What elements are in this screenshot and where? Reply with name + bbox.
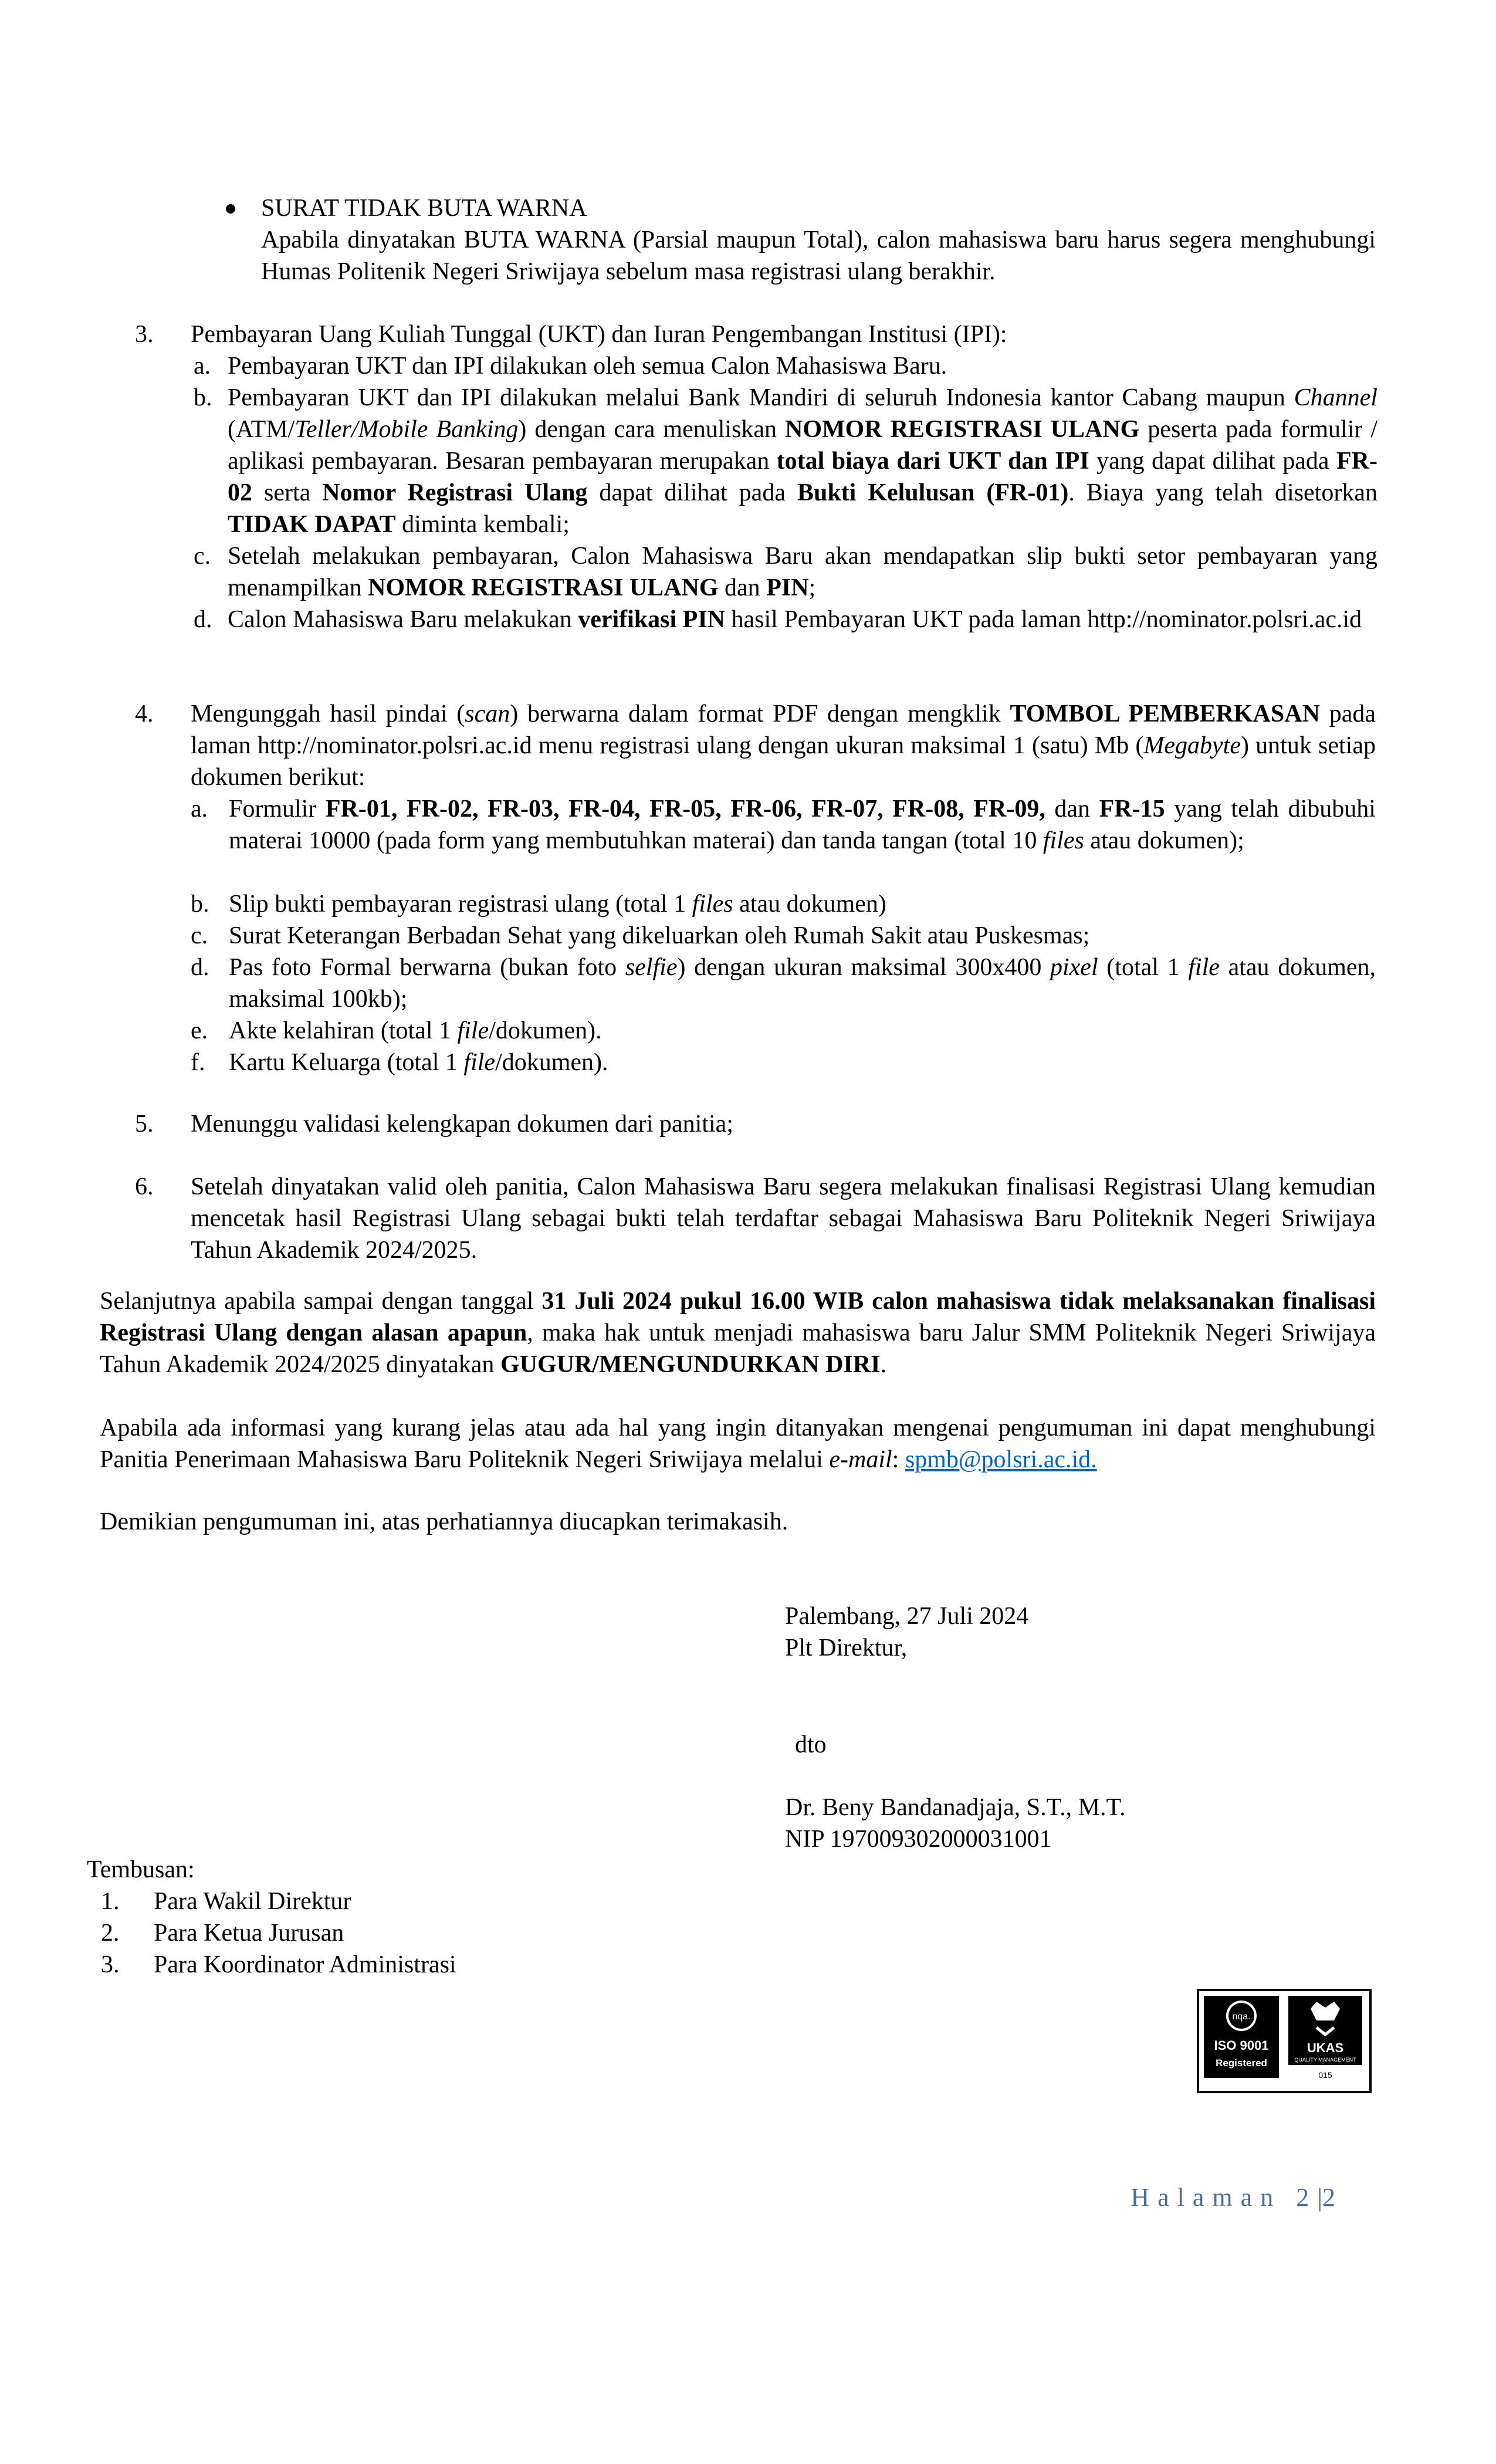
contact-paragraph: Apabila ada informasi yang kurang jelas atau ada hal yang ingin ditanyakan mengenai pengumuman ini dapat menghubungi Panitia Penerimaan Mahasiswa Baru Politeknik Negeri Sriwijaya melalui e-mail: spmb@polsri.ac.id. — [100, 1414, 1376, 1473]
section3-number: 3. — [135, 321, 154, 348]
footer-separator: | — [1317, 2183, 1322, 2212]
section4-c-text: Surat Keterangan Berbadan Sehat yang dikeluarkan oleh Rumah Sakit atau Puskesmas; — [229, 922, 1090, 949]
section3-b-label: b. — [194, 384, 212, 411]
closing-paragraph: Demikian pengumuman ini, atas perhatiannya diucapkan terimakasih. — [100, 1508, 788, 1535]
section4-b-label: b. — [191, 891, 209, 918]
section4-c-label: c. — [191, 922, 208, 949]
registered-text: Registered — [1216, 2057, 1267, 2069]
signature-dto: dto — [795, 1731, 827, 1758]
tembusan-item-num: 3. — [101, 1951, 120, 1978]
section3-a-text: Pembayaran UKT dan IPI dilakukan oleh semua Calon Mahasiswa Baru. — [228, 353, 947, 380]
footer-total: 2 — [1322, 2183, 1343, 2212]
signature-nip: NIP 197009302000031001 — [785, 1826, 1052, 1853]
signature-place-date: Palembang, 27 Juli 2024 — [785, 1603, 1029, 1630]
section3-b-text: Pembayaran UKT dan IPI dilakukan melalui Bank Mandiri di seluruh Indonesia kantor Cabang maupun Channel (ATM/Teller/Mobile Banking) dengan cara menuliskan NOMOR REGISTRASI ULANG peserta pada formulir / aplikasi pembayaran. Besaran pembayaran merupakan total biaya dari UKT dan IPI yang dapat dilihat pada FR-02 serta Nomor Registrasi Ulang dapat dilihat pada Bukti Kelulusan (FR-01). Biaya yang telah disetorkan TIDAK DAPAT diminta kembali; — [228, 384, 1377, 538]
section4-e-text: Akte kelahiran (total 1 file/dokumen). — [229, 1017, 602, 1044]
section4-number: 4. — [135, 700, 154, 727]
section4-intro: Mengunggah hasil pindai (scan) berwarna dalam format PDF dengan mengklik TOMBOL PEMBERKASAN pada laman http://nominator.polsri.ac.id menu registrasi ulang dengan ukuran maksimal 1 (satu) Mb (Megabyte) untuk setiap dokumen berikut: — [191, 700, 1376, 791]
section3-a-label: a. — [194, 353, 211, 380]
bullet-body: Apabila dinyatakan BUTA WARNA (Parsial maupun Total), calon mahasiswa baru harus segera menghubungi Humas Politenik Negeri Sriwijaya sebelum masa registrasi ulang berakhir. — [261, 226, 1376, 285]
section4-d-label: d. — [191, 954, 209, 981]
ukas-number: 015 — [1318, 2070, 1332, 2080]
section4-a-text: Formulir FR-01, FR-02, FR-03, FR-04, FR-05, FR-06, FR-07, FR-08, FR-09, dan FR-15 yang telah dibubuhi materai 10000 (pada form yang membutuhkan materai) dan tanda tangan (total 10 files atau dokumen); — [229, 796, 1376, 854]
footer-page: 2 — [1296, 2183, 1318, 2212]
nqa-text: nqa. — [1232, 2012, 1251, 2022]
ukas-text: UKAS — [1307, 2040, 1344, 2055]
iso-ukas-logo — [1199, 1991, 1369, 2091]
signature-position: Plt Direktur, — [785, 1634, 908, 1661]
tembusan-item-text: Para Koordinator Administrasi — [154, 1951, 456, 1978]
certification-logos — [1197, 1989, 1372, 2093]
ukas-sub-text: QUALITY MANAGEMENT — [1294, 2057, 1356, 2063]
section5-number: 5. — [135, 1111, 154, 1138]
tembusan-item-num: 1. — [101, 1888, 120, 1915]
section6-number: 6. — [135, 1173, 154, 1200]
section4-b-text: Slip bukti pembayaran registrasi ulang (total 1 files atau dokumen) — [229, 891, 886, 918]
section3-d-text: Calon Mahasiswa Baru melakukan verifikasi PIN hasil Pembayaran UKT pada laman http://nominator.polsri.ac.id — [228, 606, 1362, 633]
tembusan-item-text: Para Wakil Direktur — [154, 1888, 351, 1915]
signature-name: Dr. Beny Bandanadjaja, S.T., M.T. — [785, 1794, 1126, 1821]
deadline-paragraph: Selanjutnya apabila sampai dengan tanggal 31 Juli 2024 pukul 16.00 WIB calon mahasiswa tidak melaksanakan finalisasi Registrasi Ulang dengan alasan apapun, maka hak untuk menjadi mahasiswa baru Jalur SMM Politeknik Negeri Sriwijaya Tahun Akademik 2024/2025 dinyatakan GUGUR/MENGUNDURKAN DIRI. — [100, 1288, 1376, 1378]
section4-f-label: f. — [191, 1049, 205, 1076]
tembusan-item-num: 2. — [101, 1920, 120, 1947]
section4-e-label: e. — [191, 1017, 208, 1044]
section6-text: Setelah dinyatakan valid oleh panitia, Calon Mahasiswa Baru segera melakukan finalisasi Registrasi Ulang kemudian mencetak hasil Registrasi Ulang sebagai bukti telah terdaftar sebagai Mahasiswa Baru Politeknik Negeri Sriwijaya Tahun Akademik 2024/2025. — [191, 1173, 1376, 1264]
bullet-title: SURAT TIDAK BUTA WARNA — [261, 195, 587, 222]
footer-label: Halaman — [1131, 2183, 1282, 2212]
section3-c-label: c. — [194, 543, 211, 570]
section3-title: Pembayaran Uang Kuliah Tunggal (UKT) dan Iuran Pengembangan Institusi (IPI): — [191, 321, 1007, 348]
iso-text: ISO 9001 — [1214, 2038, 1269, 2053]
section3-d-label: d. — [194, 606, 212, 633]
email-link[interactable]: spmb@polsri.ac.id. — [905, 1446, 1097, 1473]
tembusan-item-text: Para Ketua Jurusan — [154, 1920, 344, 1947]
section4-a-label: a. — [191, 796, 208, 823]
tembusan-title: Tembusan: — [87, 1856, 195, 1883]
page-footer — [1131, 2182, 1343, 2212]
section5-text: Menunggu validasi kelengkapan dokumen dari panitia; — [191, 1111, 733, 1138]
section4-f-text: Kartu Keluarga (total 1 file/dokumen). — [229, 1049, 608, 1076]
bullet-dot — [226, 204, 235, 214]
section4-d-text: Pas foto Formal berwarna (bukan foto selfie) dengan ukuran maksimal 300x400 pixel (total 1 file atau dokumen, maksimal 100kb); — [229, 954, 1376, 1013]
section3-c-text: Setelah melakukan pembayaran, Calon Mahasiswa Baru akan mendapatkan slip bukti setor pembayaran yang menampilkan NOMOR REGISTRASI ULANG dan PIN; — [228, 543, 1377, 601]
